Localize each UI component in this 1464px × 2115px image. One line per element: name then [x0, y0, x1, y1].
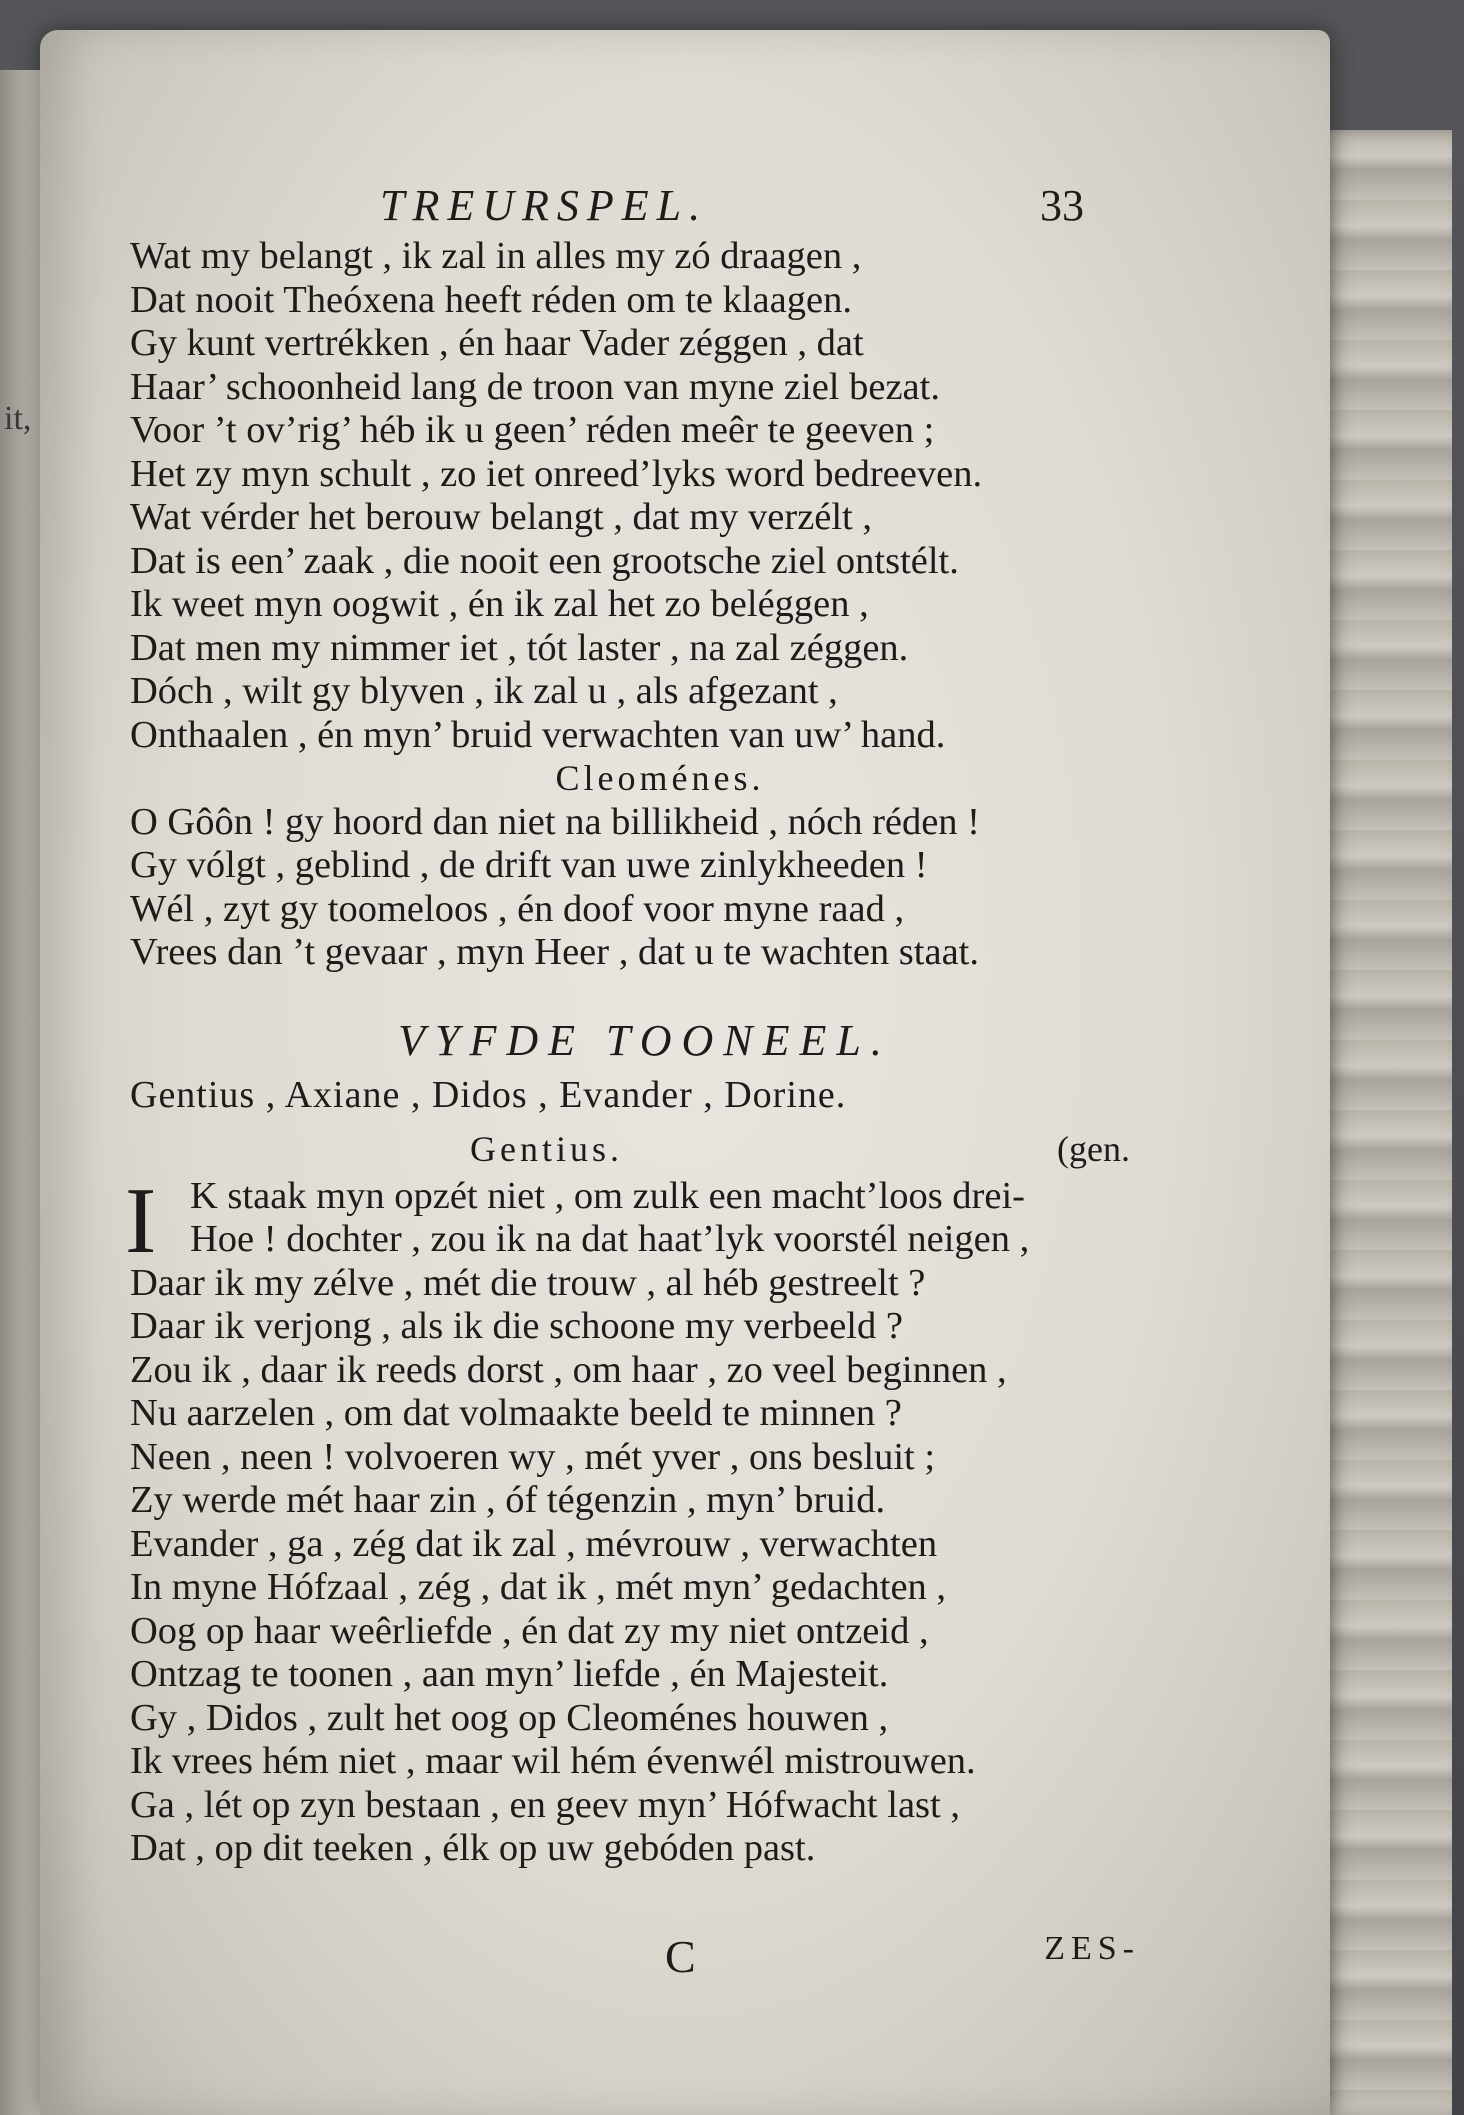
verse-line: Ga , lét op zyn bestaan , en geev myn’ Hófwacht last ,	[130, 1783, 960, 1826]
verse-line: Neen , neen ! volvoeren wy , mét yver , ons besluit ;	[130, 1435, 936, 1478]
page-number: 33	[1040, 181, 1084, 230]
verse-line: In myne Hófzaal , zég , dat ik , mét myn’ gedachten ,	[130, 1566, 947, 1608]
verse-line: Ik weet myn oogwit , én ik zal het zo beléggen ,	[130, 583, 869, 625]
verse-line: Haar’ schoonheid lang de troon van myne ziel bezat.	[130, 365, 940, 408]
verse-line: Nu aarzelen , om dat volmaakte beeld te minnen ?	[130, 1392, 902, 1434]
verse-line: Dóch , wilt gy blyven , ik zal u , als afgezant ,	[130, 670, 838, 712]
speaker-name: Cleoménes.	[555, 758, 765, 798]
verse-line: Gy , Didos , zult het oog op Cleoménes houwen ,	[130, 1696, 889, 1739]
verse-line: Daar ik my zélve , mét die trouw , al héb gestreelt ?	[130, 1261, 926, 1304]
verse-line: Oog op haar weêrliefde , én dat zy my niet ontzeid ,	[130, 1609, 929, 1652]
verse-line: Dat , op dit teeken , élk op uw gebóden past.	[130, 1827, 816, 1869]
verse-line: Ontzag te toonen , aan myn’ liefde , én Majesteit.	[130, 1653, 889, 1695]
verse-line: Wat my belangt , ik zal in alles my zó draagen ,	[130, 235, 862, 277]
left-page-fragment: it,	[4, 400, 32, 437]
first-line-text: K staak myn opzét niet , om zulk een macht’loos drei-	[190, 1174, 1025, 1217]
verse-line: Vrees dan ’t gevaar , myn Heer , dat u te wachten staat.	[130, 931, 979, 973]
scene-title: VYFDE TOONEEL.	[398, 1015, 892, 1065]
drop-cap: I	[125, 1168, 157, 1273]
page-footer	[130, 1930, 1140, 1990]
verse-line: Hoe ! dochter , zou ik na dat haat’lyk voorstél neigen ,	[190, 1218, 1030, 1260]
verse-line: Evander , ga , zég dat ik zal , mévrouw , verwachten	[130, 1522, 938, 1565]
text-block	[125, 235, 1130, 1871]
verse-line: Zou ik , daar ik reeds dorst , om haar , zo veel beginnen ,	[130, 1348, 1007, 1391]
verse-line: Gy vólgt , geblind , de drift van uwe zinlykheeden !	[130, 844, 928, 886]
verse-line: Onthaalen , én myn’ bruid verwachten van uw’ hand.	[130, 713, 946, 756]
book-page	[40, 30, 1330, 2115]
verse-line: Het zy myn schult , zo iet onreed’lyks word bedreeven.	[130, 452, 983, 495]
runover-text: (gen.	[1057, 1128, 1130, 1169]
verse-line: Dat men my nimmer iet , tót laster , na zal zéggen.	[130, 626, 909, 669]
verse-line: Dat is een’ zaak , die nooit een grootsche ziel ontstélt.	[130, 539, 959, 582]
catchword: ZES-	[1044, 1930, 1140, 1967]
verse-line: Gy kunt vertrékken , én haar Vader zéggen , dat	[130, 322, 864, 364]
speaker-name: Gentius.	[470, 1128, 623, 1169]
verse-line: Wél , zyt gy toomeloos , én doof voor myne raad ,	[130, 887, 905, 930]
cast-list: Gentius , Axiane , Didos , Evander , Dorine.	[130, 1073, 847, 1116]
verse-line: Ik vrees hém niet , maar wil hém évenwél mistrouwen.	[130, 1740, 976, 1782]
speaker-row	[130, 1123, 1130, 1175]
verse-line: Wat vérder het berouw belangt , dat my verzélt ,	[130, 496, 873, 538]
verse-line: Voor ’t ov’rig’ héb ik u geen’ réden meêr te geeven ;	[130, 409, 935, 451]
verse-line: O Gôôn ! gy hoord dan niet na billikheid , nóch réden !	[130, 800, 981, 843]
signature-mark: C	[665, 1931, 696, 1982]
running-head: TREURSPEL.	[380, 181, 709, 230]
verse-line: Dat nooit Theóxena heeft réden om te klaagen.	[130, 278, 852, 321]
verse-line: Daar ik verjong , als ik die schoone my verbeeld ?	[130, 1305, 903, 1347]
book-edge	[1320, 130, 1452, 2115]
verse-line: Zy werde mét haar zin , óf tégenzin , myn’ bruid.	[130, 1479, 886, 1521]
